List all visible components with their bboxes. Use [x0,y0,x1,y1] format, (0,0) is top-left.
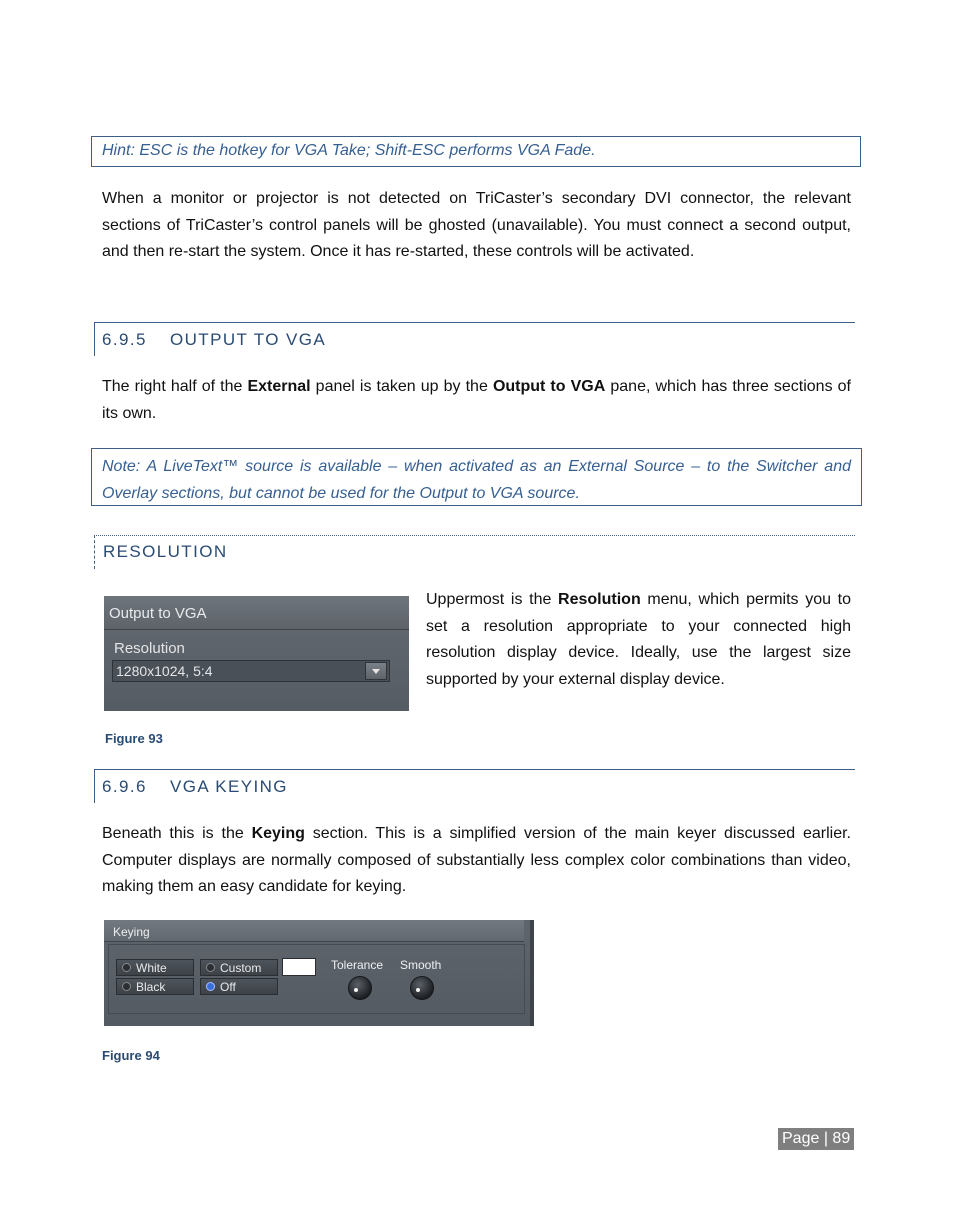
paragraph-text: panel is taken up by the [310,378,493,395]
figure-94-caption: Figure 94 [102,1048,160,1063]
note-box [91,448,862,506]
black-button[interactable] [116,978,194,995]
panel-title: Keying [104,920,524,942]
paragraph-text: menu, which permits you to set a resolution appropriate to your connected high resolution display device. Ideally, use the largest size supported by your external display device. [426,591,851,689]
bold-output-to-vga: Output to VGA [492,378,606,395]
off-button[interactable] [200,978,278,995]
hint-text: Hint: ESC is the hotkey for VGA Take; Shift-ESC performs VGA Fade. [102,142,596,159]
bold-keying: Keying [251,825,305,842]
radio-led-icon [122,963,131,972]
button-label: Off [220,980,236,994]
panel-title: Output to VGA [104,596,409,630]
resolution-label: Resolution [114,640,185,657]
subheading-resolution [94,535,855,569]
chevron-down-icon[interactable] [365,662,387,680]
paragraph-keying [102,821,851,901]
button-label: Black [136,980,166,994]
resolution-select[interactable] [112,660,390,682]
paragraph-text: Beneath this is the [102,825,252,842]
button-label: Custom [220,961,262,975]
section-title: VGA KEYING [170,777,288,796]
hint-box [91,136,861,167]
custom-button[interactable] [200,959,278,976]
smooth-label: Smooth [400,958,442,972]
radio-led-icon [206,982,215,991]
paragraph-text: Uppermost is the [426,591,559,608]
button-label: White [136,961,167,975]
smooth-knob[interactable] [410,976,434,1000]
resolution-value: 1280x1024, 5:4 [116,663,213,679]
figure-93-output-to-vga-panel [104,596,409,711]
section-number: 6.9.5 [102,330,147,349]
section-number: 6.9.6 [102,777,147,796]
section-heading-vga-keying [94,769,855,803]
paragraph-dvi [102,186,851,266]
radio-led-icon [206,963,215,972]
custom-color-swatch[interactable] [282,958,316,976]
page-number: Page | 89 [778,1128,854,1150]
radio-led-icon [122,982,131,991]
paragraph-text: section. This is a simplified version of the main keyer discussed earlier. Computer displays are normally composed of substantially less complex color combinations than video, making them an easy candidate for keying. [102,825,852,896]
paragraph-text: pane, which has three sections of its own. [102,378,852,422]
tolerance-label: Tolerance [331,958,384,972]
paragraph-external [102,374,851,427]
white-button[interactable] [116,959,194,976]
subheading-title: RESOLUTION [103,542,228,561]
note-text: Note: A LiveText™ source is available – when activated as an External Source – to the Switcher and Overlay sections, but cannot be used for the Output to VGA source. [102,458,851,502]
figure-93-caption: Figure 93 [105,731,163,746]
tolerance-knob[interactable] [348,976,372,1000]
bold-external: External [247,378,311,395]
section-heading-output-to-vga [94,322,855,356]
paragraph-dvi-text: When a monitor or projector is not detected on TriCaster’s secondary DVI connector, the relevant sections of TriCaster’s control panels will be ghosted (unavailable). You must connect a second output, and then re-start the system. Once it has re-started, these controls will be activated. [102,190,851,261]
paragraph-resolution [426,587,851,694]
figure-94-keying-panel [104,920,534,1026]
paragraph-text: The right half of the [102,378,248,395]
section-title: OUTPUT TO VGA [170,330,327,349]
bold-resolution: Resolution [558,591,641,608]
